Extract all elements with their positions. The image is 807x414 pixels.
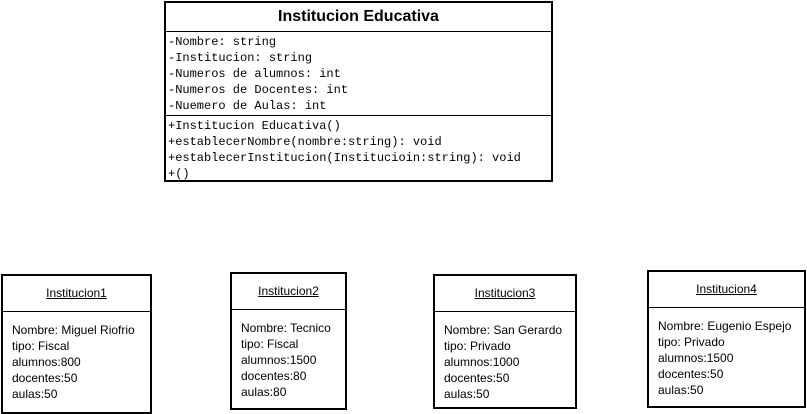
instance-attributes	[232, 310, 345, 400]
instance-attr-aulas: aulas:80	[241, 385, 287, 399]
instance-attr-tipo: tipo: Fiscal	[12, 339, 70, 353]
attribute-numero-aulas: -Nuemero de Aulas: int	[168, 99, 327, 113]
methods-compartment	[166, 115, 551, 183]
instance-attr-docentes: docentes:50	[12, 371, 78, 385]
instance-box-2[interactable]	[230, 272, 347, 410]
instance-attr-alumnos: alumnos:1500	[658, 351, 734, 365]
instance-attr-tipo: tipo: Privado	[658, 335, 725, 349]
instance-attributes	[3, 312, 150, 402]
instance-attributes	[649, 308, 804, 398]
instance-name: Institucion2	[232, 274, 345, 310]
instance-box-1[interactable]	[1, 274, 152, 414]
attribute-numeros-docentes: -Numeros de Docentes: int	[168, 83, 349, 97]
method-establecer-nombre: +establecerNombre(nombre:string): void	[168, 135, 442, 149]
method-constructor: +Institucion Educativa()	[168, 119, 341, 133]
attributes-compartment	[166, 32, 551, 115]
instance-attr-docentes: docentes:80	[241, 369, 307, 383]
instance-box-3[interactable]	[433, 274, 577, 409]
instance-box-4[interactable]	[647, 270, 806, 408]
class-name: Institucion Educativa	[166, 3, 551, 32]
class-box[interactable]	[164, 1, 553, 182]
method-empty: +()	[168, 167, 190, 181]
attribute-numeros-alumnos: -Numeros de alumnos: int	[168, 67, 341, 81]
instance-attr-nombre: Nombre: San Gerardo	[444, 323, 563, 337]
instance-name: Institucion1	[3, 276, 150, 312]
instance-attributes	[435, 312, 575, 402]
instance-attr-tipo: tipo: Privado	[444, 339, 511, 353]
attribute-institucion: -Institucion: string	[168, 51, 313, 65]
instance-attr-aulas: aulas:50	[658, 383, 704, 397]
instance-attr-docentes: docentes:50	[444, 371, 510, 385]
instance-attr-nombre: Nombre: Tecnico	[241, 321, 331, 335]
instance-name: Institucion3	[435, 276, 575, 312]
instance-attr-alumnos: alumnos:800	[12, 355, 81, 369]
instance-attr-nombre: Nombre: Eugenio Espejo	[658, 319, 792, 333]
instance-attr-aulas: aulas:50	[12, 387, 58, 401]
instance-name: Institucion4	[649, 272, 804, 308]
instance-attr-docentes: docentes:50	[658, 367, 724, 381]
method-establecer-institucion: +establecerInstitucion(Institucioin:string): void	[168, 151, 521, 165]
instance-attr-nombre: Nombre: Miguel Riofrio	[12, 323, 135, 337]
instance-attr-tipo: tipo: Fiscal	[241, 337, 299, 351]
attribute-nombre: -Nombre: string	[168, 35, 277, 49]
instance-attr-alumnos: alumnos:1000	[444, 355, 520, 369]
instance-attr-alumnos: alumnos:1500	[241, 353, 317, 367]
instance-attr-aulas: aulas:50	[444, 387, 490, 401]
